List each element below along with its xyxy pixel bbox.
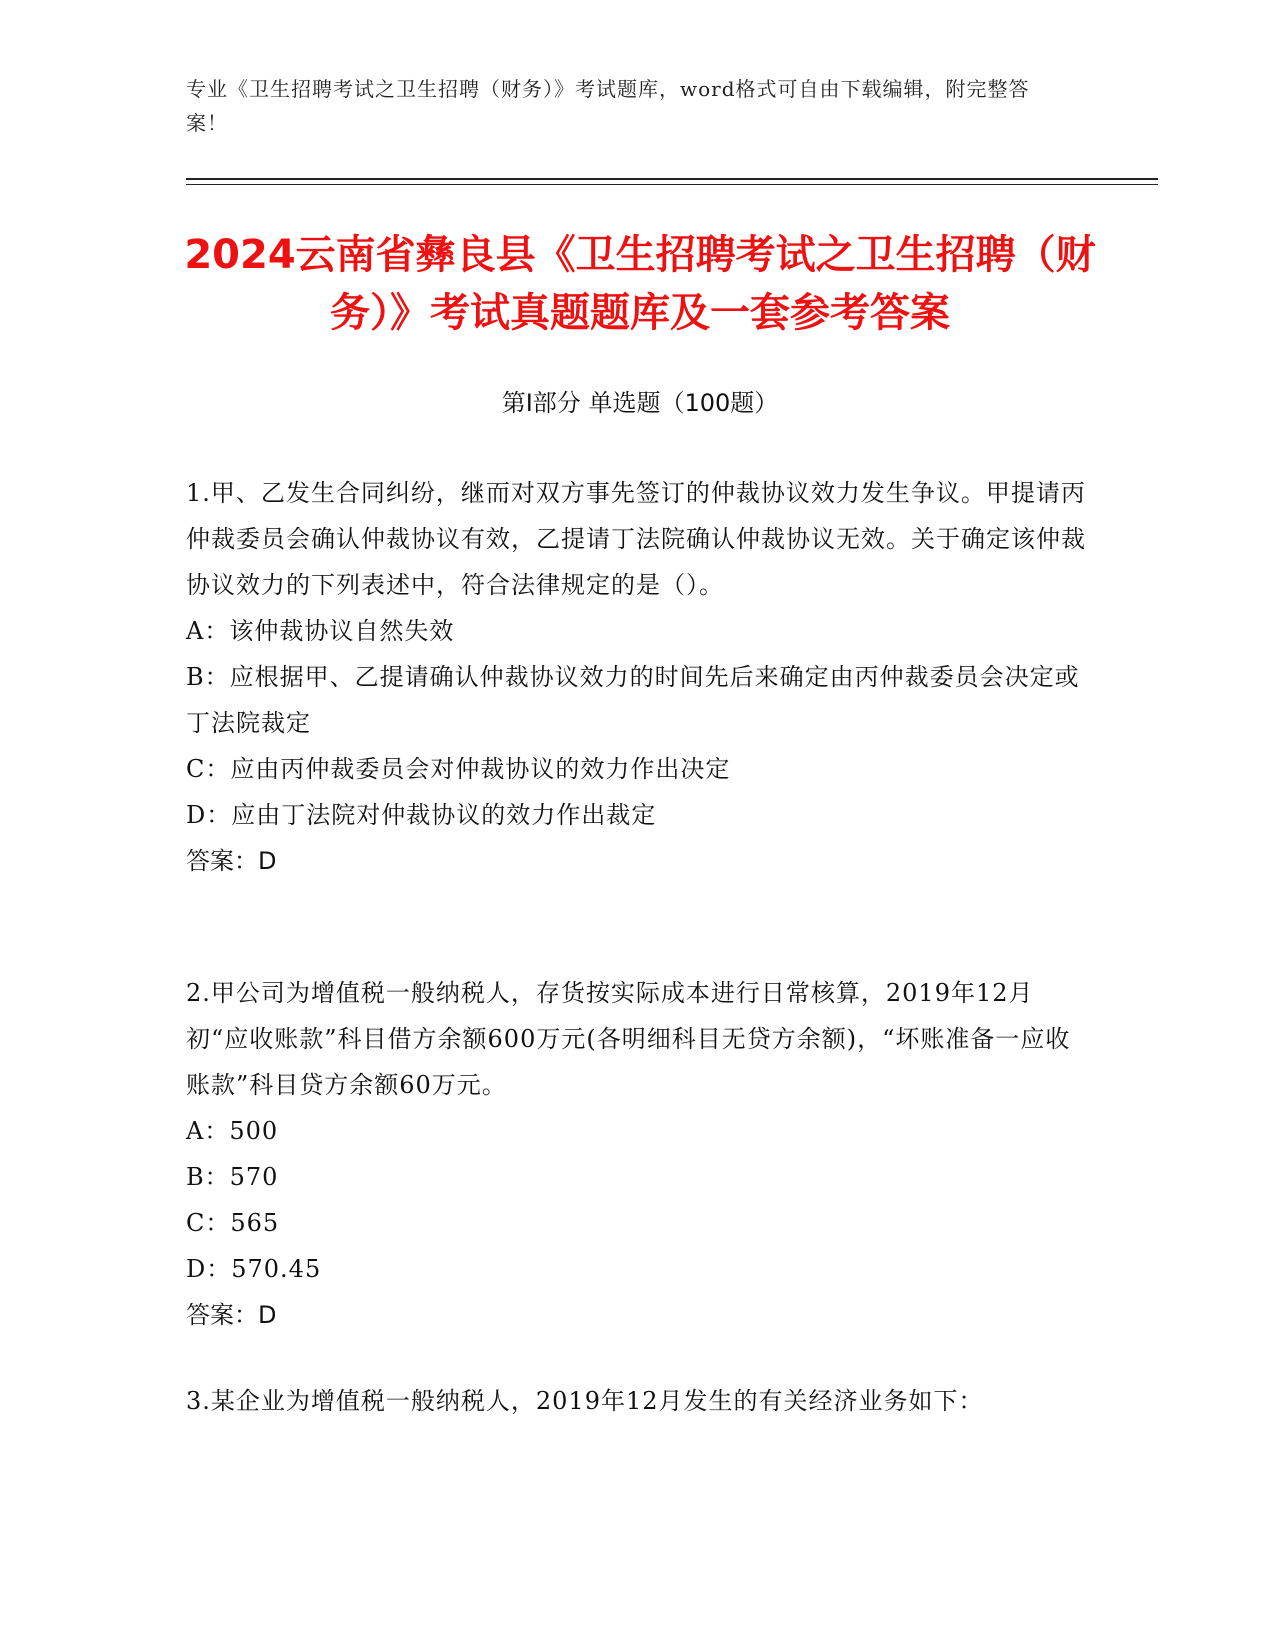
option-d: D：570.45: [186, 1255, 322, 1283]
option-a: A：500: [186, 1117, 279, 1145]
question-3: [186, 1378, 1086, 1424]
question-2: [186, 970, 1086, 1338]
option-b: B：570: [186, 1163, 279, 1191]
question-1: [186, 470, 1086, 884]
option-b: B：应根据甲、乙提请确认仲裁协议效力的时间先后来确定由丙仲裁委员会决定或丁法院裁定: [186, 663, 1080, 737]
document-title: 2024云南省彝良县《卫生招聘考试之卫生招聘（财务）》考试真题题库及一套参考答案: [184, 232, 1096, 336]
question-stem: 2.甲公司为增值税一般纳税人，存货按实际成本进行日常核算，2019年12月初“应收账款”科目借方余额600万元(各明细科目无贷方余额)，“坏账准备一应收账款”科目贷方余额60万元。: [186, 979, 1071, 1099]
question-stem: 3.某企业为增值税一般纳税人，2019年12月发生的有关经济业务如下：: [186, 1387, 984, 1415]
section-heading: 第Ⅰ部分 单选题（100题）: [501, 389, 779, 417]
question-stem: 1.甲、乙发生合同纠纷，继而对双方事先签订的仲裁协议效力发生争议。甲提请丙仲裁委员会确认仲裁协议有效，乙提请丁法院确认仲裁协议无效。关于确定该仲裁协议效力的下列表述中，符合法律规定的是（）。: [186, 479, 1086, 599]
answer: 答案：D: [186, 1301, 277, 1329]
header-divider-thin: [186, 184, 1158, 185]
header-note: 专业《卫生招聘考试之卫生招聘（财务）》考试题库，word格式可自由下载编辑，附完整答案！: [186, 77, 1030, 135]
option-d: D：应由丁法院对仲裁协议的效力作出裁定: [186, 801, 657, 829]
option-a: A：该仲裁协议自然失效: [186, 617, 455, 645]
answer: 答案：D: [186, 847, 277, 875]
option-c: C：应由丙仲裁委员会对仲裁协议的效力作出决定: [186, 755, 731, 783]
option-c: C：565: [186, 1209, 280, 1237]
header-divider-thick: [186, 178, 1158, 180]
